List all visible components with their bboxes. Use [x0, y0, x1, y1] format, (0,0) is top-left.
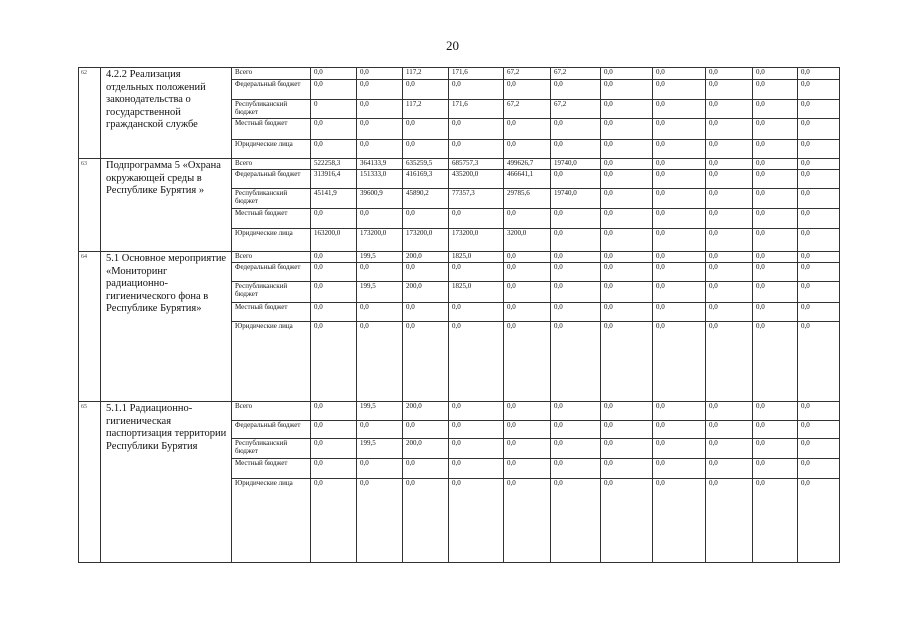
funding-value-cell: 0,0 — [601, 322, 653, 402]
funding-value-cell: 0,0 — [504, 479, 551, 563]
funding-value-cell: 163200,0 — [311, 229, 357, 252]
funding-value-cell: 45890,2 — [403, 189, 449, 209]
funding-value-cell: 0,0 — [601, 421, 653, 439]
funding-value-cell: 0,0 — [403, 459, 449, 479]
funding-value-cell: 0,0 — [601, 252, 653, 263]
funding-value-cell: 0,0 — [798, 189, 840, 209]
funding-value-cell: 0,0 — [357, 140, 403, 159]
funding-source-label: Федеральный бюджет — [232, 421, 311, 439]
funding-value-cell: 0,0 — [753, 229, 798, 252]
funding-value-cell: 0,0 — [753, 303, 798, 322]
funding-value-cell: 0,0 — [653, 229, 706, 252]
funding-value-cell: 522258,3 — [311, 159, 357, 170]
funding-source-label: Юридические лица — [232, 140, 311, 159]
funding-value-cell: 67,2 — [504, 100, 551, 119]
funding-value-cell: 0,0 — [357, 263, 403, 282]
funding-value-cell: 0,0 — [653, 322, 706, 402]
funding-value-cell: 466641,1 — [504, 170, 551, 189]
funding-value-cell: 0,0 — [653, 421, 706, 439]
funding-value-cell: 0,0 — [551, 459, 601, 479]
funding-value-cell: 0,0 — [653, 439, 706, 459]
funding-value-cell: 0,0 — [311, 303, 357, 322]
funding-value-cell: 0,0 — [653, 68, 706, 80]
funding-value-cell: 0,0 — [504, 209, 551, 229]
funding-value-cell: 0,0 — [706, 263, 753, 282]
funding-value-cell: 0,0 — [357, 100, 403, 119]
funding-value-cell: 173200,0 — [449, 229, 504, 252]
funding-value-cell: 0,0 — [798, 229, 840, 252]
funding-value-cell: 0,0 — [601, 303, 653, 322]
funding-value-cell: 0,0 — [403, 322, 449, 402]
funding-source-label: Федеральный бюджет — [232, 170, 311, 189]
funding-value-cell: 0,0 — [601, 479, 653, 563]
funding-value-cell: 435200,0 — [449, 170, 504, 189]
funding-value-cell: 0,0 — [551, 439, 601, 459]
row-number: 63 — [79, 159, 101, 252]
funding-value-cell: 0,0 — [653, 100, 706, 119]
funding-value-cell: 0,0 — [311, 252, 357, 263]
funding-value-cell: 0,0 — [403, 479, 449, 563]
funding-value-cell: 0,0 — [798, 119, 840, 140]
funding-value-cell: 0,0 — [601, 282, 653, 303]
funding-value-cell: 0,0 — [311, 263, 357, 282]
funding-value-cell: 67,2 — [551, 68, 601, 80]
funding-value-cell: 200,0 — [403, 402, 449, 421]
funding-value-cell: 0,0 — [601, 170, 653, 189]
funding-source-label: Юридические лица — [232, 479, 311, 563]
funding-value-cell: 0,0 — [706, 100, 753, 119]
funding-value-cell: 685757,3 — [449, 159, 504, 170]
funding-value-cell: 19740,0 — [551, 159, 601, 170]
funding-value-cell: 0,0 — [653, 189, 706, 209]
funding-value-cell: 171,6 — [449, 68, 504, 80]
funding-source-label: Республиканский бюджет — [232, 282, 311, 303]
funding-value-cell: 313916,4 — [311, 170, 357, 189]
funding-value-cell: 67,2 — [551, 100, 601, 119]
funding-value-cell: 0,0 — [653, 252, 706, 263]
funding-value-cell: 0,0 — [551, 119, 601, 140]
funding-value-cell: 0,0 — [551, 80, 601, 100]
funding-value-cell: 635259,5 — [403, 159, 449, 170]
funding-value-cell: 0,0 — [601, 189, 653, 209]
funding-value-cell: 0,0 — [706, 439, 753, 459]
funding-value-cell: 0,0 — [551, 229, 601, 252]
funding-source-label: Всего — [232, 252, 311, 263]
funding-value-cell: 0,0 — [653, 479, 706, 563]
funding-value-cell: 0,0 — [653, 209, 706, 229]
funding-value-cell: 0,0 — [504, 303, 551, 322]
funding-value-cell: 0,0 — [551, 303, 601, 322]
program-name: Подпрограмма 5 «Охрана окружающей среды в Республике Бурятия » — [101, 159, 232, 252]
funding-value-cell: 199,5 — [357, 439, 403, 459]
funding-value-cell: 0,0 — [753, 159, 798, 170]
funding-value-cell: 0,0 — [753, 209, 798, 229]
funding-value-cell: 0,0 — [551, 170, 601, 189]
funding-value-cell: 0,0 — [653, 282, 706, 303]
funding-value-cell: 0,0 — [504, 459, 551, 479]
funding-value-cell: 0,0 — [504, 140, 551, 159]
funding-value-cell: 0,0 — [798, 209, 840, 229]
funding-value-cell: 0,0 — [357, 421, 403, 439]
table-row — [79, 68, 840, 80]
funding-value-cell: 0,0 — [601, 159, 653, 170]
funding-value-cell: 0,0 — [601, 80, 653, 100]
table-row — [79, 252, 840, 263]
funding-value-cell: 0,0 — [601, 100, 653, 119]
funding-value-cell: 0,0 — [706, 119, 753, 140]
funding-value-cell: 0,0 — [601, 68, 653, 80]
program-name: 5.1.1 Радиационно-гигиеническая паспортизация территории Республики Бурятия — [101, 402, 232, 563]
funding-value-cell: 0,0 — [753, 459, 798, 479]
funding-value-cell: 0,0 — [311, 322, 357, 402]
funding-value-cell: 0,0 — [449, 80, 504, 100]
funding-value-cell: 0,0 — [357, 80, 403, 100]
funding-value-cell: 0,0 — [653, 303, 706, 322]
funding-value-cell: 0,0 — [706, 80, 753, 100]
funding-value-cell: 0,0 — [449, 263, 504, 282]
funding-value-cell: 0,0 — [653, 159, 706, 170]
funding-value-cell: 0,0 — [601, 229, 653, 252]
funding-value-cell: 1825,0 — [449, 252, 504, 263]
funding-value-cell: 0,0 — [753, 263, 798, 282]
funding-source-label: Местный бюджет — [232, 303, 311, 322]
funding-value-cell: 0,0 — [311, 119, 357, 140]
funding-value-cell: 0,0 — [798, 439, 840, 459]
funding-value-cell: 0,0 — [357, 322, 403, 402]
funding-value-cell: 173200,0 — [403, 229, 449, 252]
funding-value-cell: 0,0 — [601, 439, 653, 459]
funding-value-cell: 0,0 — [601, 263, 653, 282]
funding-value-cell: 0,0 — [706, 159, 753, 170]
funding-value-cell: 0,0 — [653, 80, 706, 100]
funding-value-cell: 0,0 — [311, 282, 357, 303]
funding-value-cell: 0,0 — [798, 421, 840, 439]
funding-value-cell: 0,0 — [551, 140, 601, 159]
funding-value-cell: 0,0 — [357, 68, 403, 80]
funding-value-cell: 0,0 — [449, 439, 504, 459]
funding-value-cell: 0,0 — [653, 140, 706, 159]
funding-value-cell: 0,0 — [798, 459, 840, 479]
funding-value-cell: 0,0 — [403, 80, 449, 100]
funding-value-cell: 173200,0 — [357, 229, 403, 252]
funding-value-cell: 0,0 — [798, 170, 840, 189]
funding-value-cell: 0,0 — [753, 140, 798, 159]
funding-value-cell: 117,2 — [403, 68, 449, 80]
funding-value-cell: 77357,3 — [449, 189, 504, 209]
row-number: 64 — [79, 252, 101, 402]
funding-value-cell: 0,0 — [753, 421, 798, 439]
funding-value-cell: 0,0 — [357, 209, 403, 229]
funding-value-cell: 0,0 — [311, 479, 357, 563]
funding-value-cell: 0,0 — [311, 68, 357, 80]
funding-value-cell: 416169,3 — [403, 170, 449, 189]
funding-value-cell: 0,0 — [403, 421, 449, 439]
funding-value-cell: 0,0 — [311, 140, 357, 159]
funding-value-cell: 0,0 — [551, 209, 601, 229]
funding-value-cell: 45141,9 — [311, 189, 357, 209]
funding-source-label: Федеральный бюджет — [232, 263, 311, 282]
funding-value-cell: 0,0 — [753, 282, 798, 303]
funding-value-cell: 117,2 — [403, 100, 449, 119]
funding-value-cell: 0,0 — [753, 479, 798, 563]
funding-source-label: Местный бюджет — [232, 119, 311, 140]
funding-value-cell: 0,0 — [311, 439, 357, 459]
funding-value-cell: 0,0 — [311, 421, 357, 439]
funding-value-cell: 0,0 — [753, 80, 798, 100]
funding-value-cell: 0,0 — [504, 282, 551, 303]
funding-value-cell: 199,5 — [357, 402, 403, 421]
funding-value-cell: 0,0 — [504, 80, 551, 100]
funding-value-cell: 0,0 — [601, 209, 653, 229]
funding-value-cell: 0,0 — [551, 252, 601, 263]
funding-value-cell: 0,0 — [403, 303, 449, 322]
funding-value-cell: 0,0 — [706, 421, 753, 439]
funding-value-cell: 200,0 — [403, 252, 449, 263]
funding-value-cell: 0,0 — [706, 322, 753, 402]
funding-value-cell: 0,0 — [551, 479, 601, 563]
funding-value-cell: 0,0 — [798, 402, 840, 421]
funding-value-cell: 0,0 — [753, 189, 798, 209]
funding-value-cell: 39600,9 — [357, 189, 403, 209]
funding-value-cell: 0,0 — [504, 263, 551, 282]
funding-source-label: Федеральный бюджет — [232, 80, 311, 100]
page-number: 20 — [446, 38, 459, 53]
funding-value-cell: 0,0 — [706, 140, 753, 159]
funding-value-cell: 0,0 — [449, 322, 504, 402]
funding-value-cell: 3200,0 — [504, 229, 551, 252]
funding-value-cell: 200,0 — [403, 439, 449, 459]
funding-value-cell: 0,0 — [449, 119, 504, 140]
funding-value-cell: 499626,7 — [504, 159, 551, 170]
funding-value-cell: 0,0 — [706, 402, 753, 421]
funding-value-cell: 0,0 — [357, 119, 403, 140]
funding-value-cell: 0,0 — [504, 252, 551, 263]
funding-value-cell: 0,0 — [753, 439, 798, 459]
funding-value-cell: 0,0 — [551, 322, 601, 402]
funding-value-cell: 0,0 — [504, 439, 551, 459]
funding-value-cell: 171,6 — [449, 100, 504, 119]
funding-source-label: Всего — [232, 159, 311, 170]
funding-value-cell: 0,0 — [653, 459, 706, 479]
funding-value-cell: 0,0 — [753, 402, 798, 421]
funding-value-cell: 0,0 — [601, 140, 653, 159]
funding-value-cell: 0,0 — [706, 479, 753, 563]
funding-value-cell: 0,0 — [311, 402, 357, 421]
funding-value-cell: 0,0 — [504, 119, 551, 140]
funding-source-label: Всего — [232, 402, 311, 421]
funding-value-cell: 0,0 — [753, 170, 798, 189]
funding-source-label: Республиканский бюджет — [232, 439, 311, 459]
funding-value-cell: 0,0 — [449, 479, 504, 563]
funding-value-cell: 364133,9 — [357, 159, 403, 170]
row-number: 62 — [79, 68, 101, 159]
funding-value-cell: 0,0 — [357, 479, 403, 563]
funding-source-label: Всего — [232, 68, 311, 80]
funding-value-cell: 0,0 — [449, 303, 504, 322]
funding-value-cell: 199,5 — [357, 282, 403, 303]
funding-value-cell: 0,0 — [601, 402, 653, 421]
funding-value-cell: 0,0 — [798, 80, 840, 100]
funding-value-cell: 0,0 — [311, 459, 357, 479]
funding-value-cell: 0,0 — [798, 479, 840, 563]
funding-value-cell: 200,0 — [403, 282, 449, 303]
funding-source-label: Местный бюджет — [232, 209, 311, 229]
funding-value-cell: 0,0 — [706, 209, 753, 229]
funding-value-cell: 0,0 — [601, 119, 653, 140]
funding-value-cell: 0,0 — [449, 402, 504, 421]
funding-value-cell: 0,0 — [551, 282, 601, 303]
funding-value-cell: 0,0 — [449, 209, 504, 229]
funding-value-cell: 0,0 — [357, 459, 403, 479]
funding-value-cell: 0,0 — [357, 303, 403, 322]
funding-value-cell: 0,0 — [753, 68, 798, 80]
funding-value-cell: 0,0 — [706, 459, 753, 479]
funding-value-cell: 0,0 — [403, 263, 449, 282]
funding-value-cell: 0,0 — [504, 402, 551, 421]
program-name: 5.1 Основное мероприятие «Мониторинг радиационно-гигиенического фона в Республике Бурятия» — [101, 252, 232, 402]
funding-value-cell: 0,0 — [706, 189, 753, 209]
funding-source-label: Местный бюджет — [232, 459, 311, 479]
funding-value-cell: 0,0 — [551, 421, 601, 439]
program-name: 4.2.2 Реализация отдельных положений законодательства о государственной гражданской службе — [101, 68, 232, 159]
funding-value-cell: 0,0 — [798, 68, 840, 80]
funding-value-cell: 0,0 — [798, 282, 840, 303]
row-number: 65 — [79, 402, 101, 563]
funding-value-cell: 0,0 — [311, 80, 357, 100]
funding-value-cell: 0,0 — [753, 119, 798, 140]
funding-value-cell: 0,0 — [504, 421, 551, 439]
funding-value-cell: 0,0 — [653, 263, 706, 282]
funding-value-cell: 0,0 — [449, 421, 504, 439]
table-row — [79, 159, 840, 170]
funding-value-cell: 0,0 — [551, 402, 601, 421]
funding-value-cell: 0,0 — [653, 402, 706, 421]
funding-value-cell: 0,0 — [601, 459, 653, 479]
funding-value-cell: 0,0 — [403, 119, 449, 140]
funding-value-cell: 0,0 — [798, 303, 840, 322]
funding-value-cell: 0,0 — [403, 140, 449, 159]
funding-value-cell: 0 — [311, 100, 357, 119]
funding-value-cell: 0,0 — [706, 68, 753, 80]
funding-value-cell: 0,0 — [551, 263, 601, 282]
funding-value-cell: 0,0 — [706, 282, 753, 303]
budget-table — [78, 67, 840, 563]
funding-source-label: Юридические лица — [232, 322, 311, 402]
funding-value-cell: 0,0 — [706, 252, 753, 263]
funding-value-cell: 0,0 — [449, 459, 504, 479]
funding-value-cell: 0,0 — [504, 322, 551, 402]
funding-value-cell: 0,0 — [798, 263, 840, 282]
funding-value-cell: 0,0 — [798, 100, 840, 119]
funding-value-cell: 0,0 — [798, 159, 840, 170]
funding-value-cell: 29785,6 — [504, 189, 551, 209]
funding-value-cell: 0,0 — [653, 170, 706, 189]
funding-value-cell: 199,5 — [357, 252, 403, 263]
funding-source-label: Юридические лица — [232, 229, 311, 252]
funding-value-cell: 0,0 — [753, 100, 798, 119]
funding-value-cell: 0,0 — [798, 252, 840, 263]
funding-value-cell: 0,0 — [653, 119, 706, 140]
funding-value-cell: 67,2 — [504, 68, 551, 80]
funding-value-cell: 0,0 — [311, 209, 357, 229]
funding-value-cell: 0,0 — [706, 170, 753, 189]
funding-value-cell: 19740,0 — [551, 189, 601, 209]
funding-source-label: Республиканский бюджет — [232, 100, 311, 119]
funding-value-cell: 1825,0 — [449, 282, 504, 303]
table-row — [79, 402, 840, 421]
funding-value-cell: 0,0 — [449, 140, 504, 159]
funding-value-cell: 0,0 — [753, 322, 798, 402]
funding-value-cell: 0,0 — [798, 140, 840, 159]
funding-value-cell: 0,0 — [798, 322, 840, 402]
funding-value-cell: 0,0 — [706, 229, 753, 252]
funding-value-cell: 0,0 — [403, 209, 449, 229]
funding-source-label: Республиканский бюджет — [232, 189, 311, 209]
funding-value-cell: 0,0 — [706, 303, 753, 322]
funding-value-cell: 151333,0 — [357, 170, 403, 189]
funding-value-cell: 0,0 — [753, 252, 798, 263]
